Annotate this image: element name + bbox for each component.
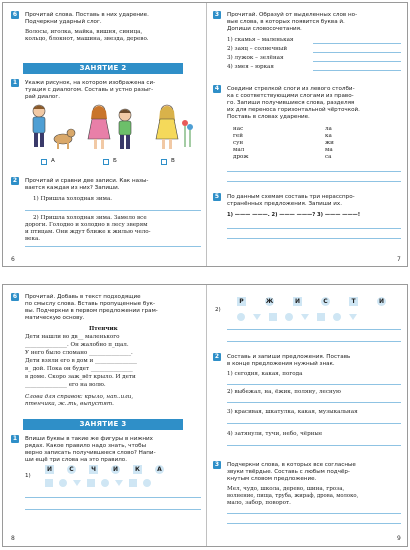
task-number-badge: 4	[214, 85, 220, 92]
square-figure-shape[interactable]	[317, 313, 325, 321]
instruction-line: Прочитай слова. Поставь в них ударение.	[25, 12, 149, 18]
instruction-line: туация с диалогом. Составь и устно разыг-	[25, 87, 154, 93]
task-number-badge: 2	[214, 353, 220, 360]
instruction-line: Прочитай. Образуй от выделенных слов но-	[227, 12, 358, 18]
syllable-right[interactable]: ка	[325, 133, 332, 139]
task-4-syllables	[213, 85, 403, 191]
circle-figure-shape[interactable]	[59, 479, 67, 487]
row-label: 1)	[25, 473, 31, 479]
instruction-line: рядах. Какое правило надо знать, чтобы	[25, 443, 147, 449]
instruction-line: странённых предложения. Запиши их.	[227, 201, 343, 207]
letter-cell: А	[155, 465, 164, 474]
lesson-banner: ЗАНЯТИЕ 3	[23, 419, 183, 430]
illustration-b-children-talking	[85, 103, 141, 153]
instruction-line: вые слова, в которых появится буква й.	[227, 19, 345, 25]
page-number: 7	[397, 256, 401, 263]
word-group: 2) выбежал, на, ёжик, поляну, лесную	[227, 389, 341, 395]
task-number-badge: 1	[12, 79, 18, 86]
instruction-line: Прочитай. Добавь в текст подходящие	[25, 294, 141, 300]
letter-cell: Ч	[89, 465, 98, 474]
text-title: Птенчик	[89, 326, 118, 332]
square-figure-shape[interactable]	[45, 479, 53, 487]
task-5-schemes	[213, 193, 403, 253]
instruction-line: вы. Подчеркни в первом предложении грам-	[25, 308, 158, 314]
letter-cell: С	[67, 465, 76, 474]
task-3-hard-consonants	[213, 461, 403, 537]
option-c-checkbox[interactable]	[161, 159, 167, 165]
circle-figure-shape[interactable]	[101, 479, 109, 487]
circle-figure-shape[interactable]	[143, 479, 151, 487]
task-3-letter-y	[213, 11, 403, 81]
syllable-right[interactable]: са	[325, 154, 332, 160]
task-2-sentences	[213, 353, 403, 461]
instruction-line: го. Запиши получившиеся слова, разделяя	[227, 100, 355, 106]
instruction-line: Поставь в словах ударение.	[227, 114, 310, 120]
circle-figure-shape[interactable]	[237, 313, 245, 321]
task-number-badge: 6	[12, 11, 18, 18]
text-sentence: Дети взяли его в дом и _______________	[25, 358, 137, 364]
letter-cell: Ж	[265, 298, 274, 305]
syllable-left[interactable]: гей	[233, 133, 243, 139]
reference-words: птенчика, ж..ть, выпустят.	[25, 401, 114, 407]
syllable-left[interactable]: сун	[233, 140, 244, 146]
word-list-line: Мел, чудо, школа, дерево, шина, гроза,	[227, 486, 345, 492]
spread-pages-6-7	[2, 2, 408, 267]
letter-cell: Т	[349, 297, 358, 306]
instruction-line: кнутым словом предложение.	[227, 476, 317, 482]
task-6-accent	[11, 11, 201, 51]
spread-pages-8-9	[2, 284, 408, 547]
instruction-line: ка с соответствующими слогами из право-	[227, 93, 354, 99]
word-group: 1) сегодня, какая, погода	[227, 371, 303, 377]
syllable-left[interactable]: нас	[233, 126, 244, 132]
phrase-item: 2) заяц – солнечный	[227, 46, 288, 52]
instruction-line: верно записать получившееся слово? Напи-	[25, 450, 156, 456]
row-label: 2)	[215, 307, 221, 313]
task-number-badge: 5	[214, 193, 220, 200]
task-number-badge: 6	[12, 293, 18, 300]
answer-line[interactable]	[227, 513, 401, 514]
triangle-figure-shape[interactable]	[73, 480, 81, 486]
instruction-line: вается каждая из них? Запиши.	[25, 185, 120, 191]
option-b-checkbox[interactable]	[103, 159, 109, 165]
instruction-line: Укажи рисунок, на котором изображена си-	[25, 80, 156, 86]
word-group: 4) затянули, тучи, небо, чёрные	[227, 431, 323, 437]
option-c-label: В	[171, 158, 175, 164]
word-list-line: мало, забор, поворот.	[227, 500, 291, 506]
answer-line[interactable]	[25, 497, 201, 498]
letter-cell: И	[294, 298, 301, 305]
phrase-item: 4) змея – юркая	[227, 64, 274, 70]
instruction-line: ши ещё три слова на это правило.	[25, 457, 127, 463]
square-figure-shape[interactable]	[87, 479, 95, 487]
sentence-schemes: 1) ——— ———. 2) ——— ———? 3) ——— ———!	[227, 212, 361, 218]
word-list-line: волнение, пища, труба, жираф, дрова, молоко,	[227, 493, 359, 499]
answer-line[interactable]	[227, 329, 401, 330]
syllable-right[interactable]: жи	[325, 140, 334, 146]
square-figure-shape[interactable]	[129, 479, 137, 487]
task-number-badge: 1	[12, 435, 18, 442]
phrase-item: 1) скамья – маленькая	[227, 37, 294, 43]
answer-line[interactable]	[227, 341, 401, 342]
answer-line[interactable]	[227, 384, 401, 385]
triangle-figure-shape[interactable]	[115, 480, 123, 486]
answer-line[interactable]	[313, 70, 401, 71]
instruction-line: Прочитай и сравни две записи. Как назы-	[25, 178, 149, 184]
answer-line[interactable]	[313, 52, 401, 53]
task-1-dialog	[11, 79, 201, 175]
text-sentence: _______________. Он жалобно п_щал.	[25, 342, 129, 348]
word-list-line: Волосы, иголка, майка, вишня, синица,	[25, 29, 143, 35]
task-2-compare	[11, 177, 201, 257]
instruction-line: Допиши словосочетания.	[227, 26, 302, 32]
answer-line[interactable]	[227, 171, 401, 172]
instruction-line: по смыслу слова. Вставь пропущенные бук-	[25, 301, 156, 307]
answer-line[interactable]	[313, 61, 401, 62]
option-b-label: Б	[113, 158, 117, 164]
instruction-line: их для переноса горизонтальной чёрточкой.	[227, 107, 360, 113]
page-7	[207, 3, 409, 266]
instruction-line: Подчеркни слова, в которых все согласные	[227, 462, 356, 468]
instruction-line: По данным схемам составь три нерасспро-	[227, 194, 355, 200]
text-sentence: в доме. Скоро заж_вёт крыло. И дети	[25, 374, 136, 380]
syllable-left[interactable]: мал	[233, 147, 245, 153]
word-list-line: кольцо, блокнот, машина, звезда, дерево.	[25, 36, 149, 42]
example-text: века.	[25, 236, 41, 242]
answer-line[interactable]	[227, 423, 401, 424]
reference-words: Слова для справок: крыло, нап..или,	[25, 394, 134, 400]
answer-line[interactable]	[227, 445, 401, 446]
answer-line[interactable]	[227, 523, 401, 524]
instruction-line: в конце предложения нужный знак.	[227, 361, 335, 367]
page-number: 6	[11, 256, 15, 263]
illustration-a-boy-with-dog	[25, 103, 77, 153]
instruction-line: Впиши буквы в такие же фигуры в нижних	[25, 436, 153, 442]
answer-line[interactable]	[25, 210, 201, 211]
letter-cell: И	[378, 298, 385, 305]
letter-cell: К	[133, 465, 142, 474]
text-sentence: _______________ его на волю.	[25, 382, 106, 388]
text-sentence: Дети нашли во дв__ маленького	[25, 334, 120, 340]
answer-line[interactable]	[227, 238, 401, 239]
phrase-item: 3) лужок – зелёная	[227, 55, 284, 61]
answer-line[interactable]	[25, 246, 201, 247]
word-group: 3) красивая, шкатулка, какая, музыкальная	[227, 409, 358, 415]
syllable-left[interactable]: дрож	[233, 154, 249, 160]
text-sentence: У него было сломано _______________.	[25, 350, 133, 356]
triangle-figure-shape[interactable]	[301, 314, 309, 320]
page-9	[207, 285, 409, 546]
example-text: и птицам. Они ждут ближе к жилью чело-	[25, 229, 151, 235]
illustration-c-girl-with-flowers	[145, 103, 197, 153]
text-sentence: в_ дой. Пока он будет _______________	[25, 366, 133, 372]
task-6-text-completion	[11, 293, 201, 423]
lesson-banner: ЗАНЯТИЕ 2	[23, 63, 183, 74]
answer-line[interactable]	[227, 402, 401, 403]
triangle-figure-shape[interactable]	[253, 314, 261, 320]
example-text: 1) Пришла холодная зима.	[33, 196, 113, 202]
task-number-badge: 3	[214, 461, 220, 468]
instruction-line: звуки твёрдые. Составь с любым подчёр-	[227, 469, 350, 475]
square-figure-shape[interactable]	[269, 313, 277, 321]
instruction-line: рай диалог.	[25, 94, 61, 100]
answer-line[interactable]	[227, 228, 401, 229]
page-number: 8	[11, 535, 15, 542]
triangle-figure-shape[interactable]	[349, 314, 357, 320]
task-1-figures	[11, 435, 201, 535]
instruction-line: Соедини стрелкой слоги из левого столби-	[227, 86, 355, 92]
circle-figure-shape[interactable]	[285, 313, 293, 321]
letter-cell: Р	[237, 297, 246, 306]
instruction-line: матическую основу.	[25, 315, 85, 321]
syllable-right[interactable]: ла	[325, 126, 332, 132]
letter-cell: И	[46, 466, 53, 473]
instruction-line: Составь и запиши предложения. Поставь	[227, 354, 351, 360]
page-6	[3, 3, 206, 266]
example-text: дороги. Голодно и холодно в лесу зверям	[25, 222, 148, 228]
instruction-line: Подчеркни ударный слог.	[25, 19, 102, 25]
answer-line[interactable]	[227, 181, 401, 182]
option-a-label: А	[51, 158, 55, 164]
letter-cell: С	[321, 297, 330, 306]
answer-line[interactable]	[25, 509, 201, 510]
page-number: 9	[397, 535, 401, 542]
letter-cell: И	[112, 466, 119, 473]
syllable-right[interactable]: ма	[325, 147, 333, 153]
page-8	[3, 285, 206, 546]
answer-line[interactable]	[313, 43, 401, 44]
task-number-badge: 3	[214, 11, 220, 18]
task-number-badge: 2	[12, 177, 18, 184]
option-a-checkbox[interactable]	[41, 159, 47, 165]
circle-figure-shape[interactable]	[333, 313, 341, 321]
example-text: 2) Пришла холодная зима. Замело все	[33, 215, 147, 221]
